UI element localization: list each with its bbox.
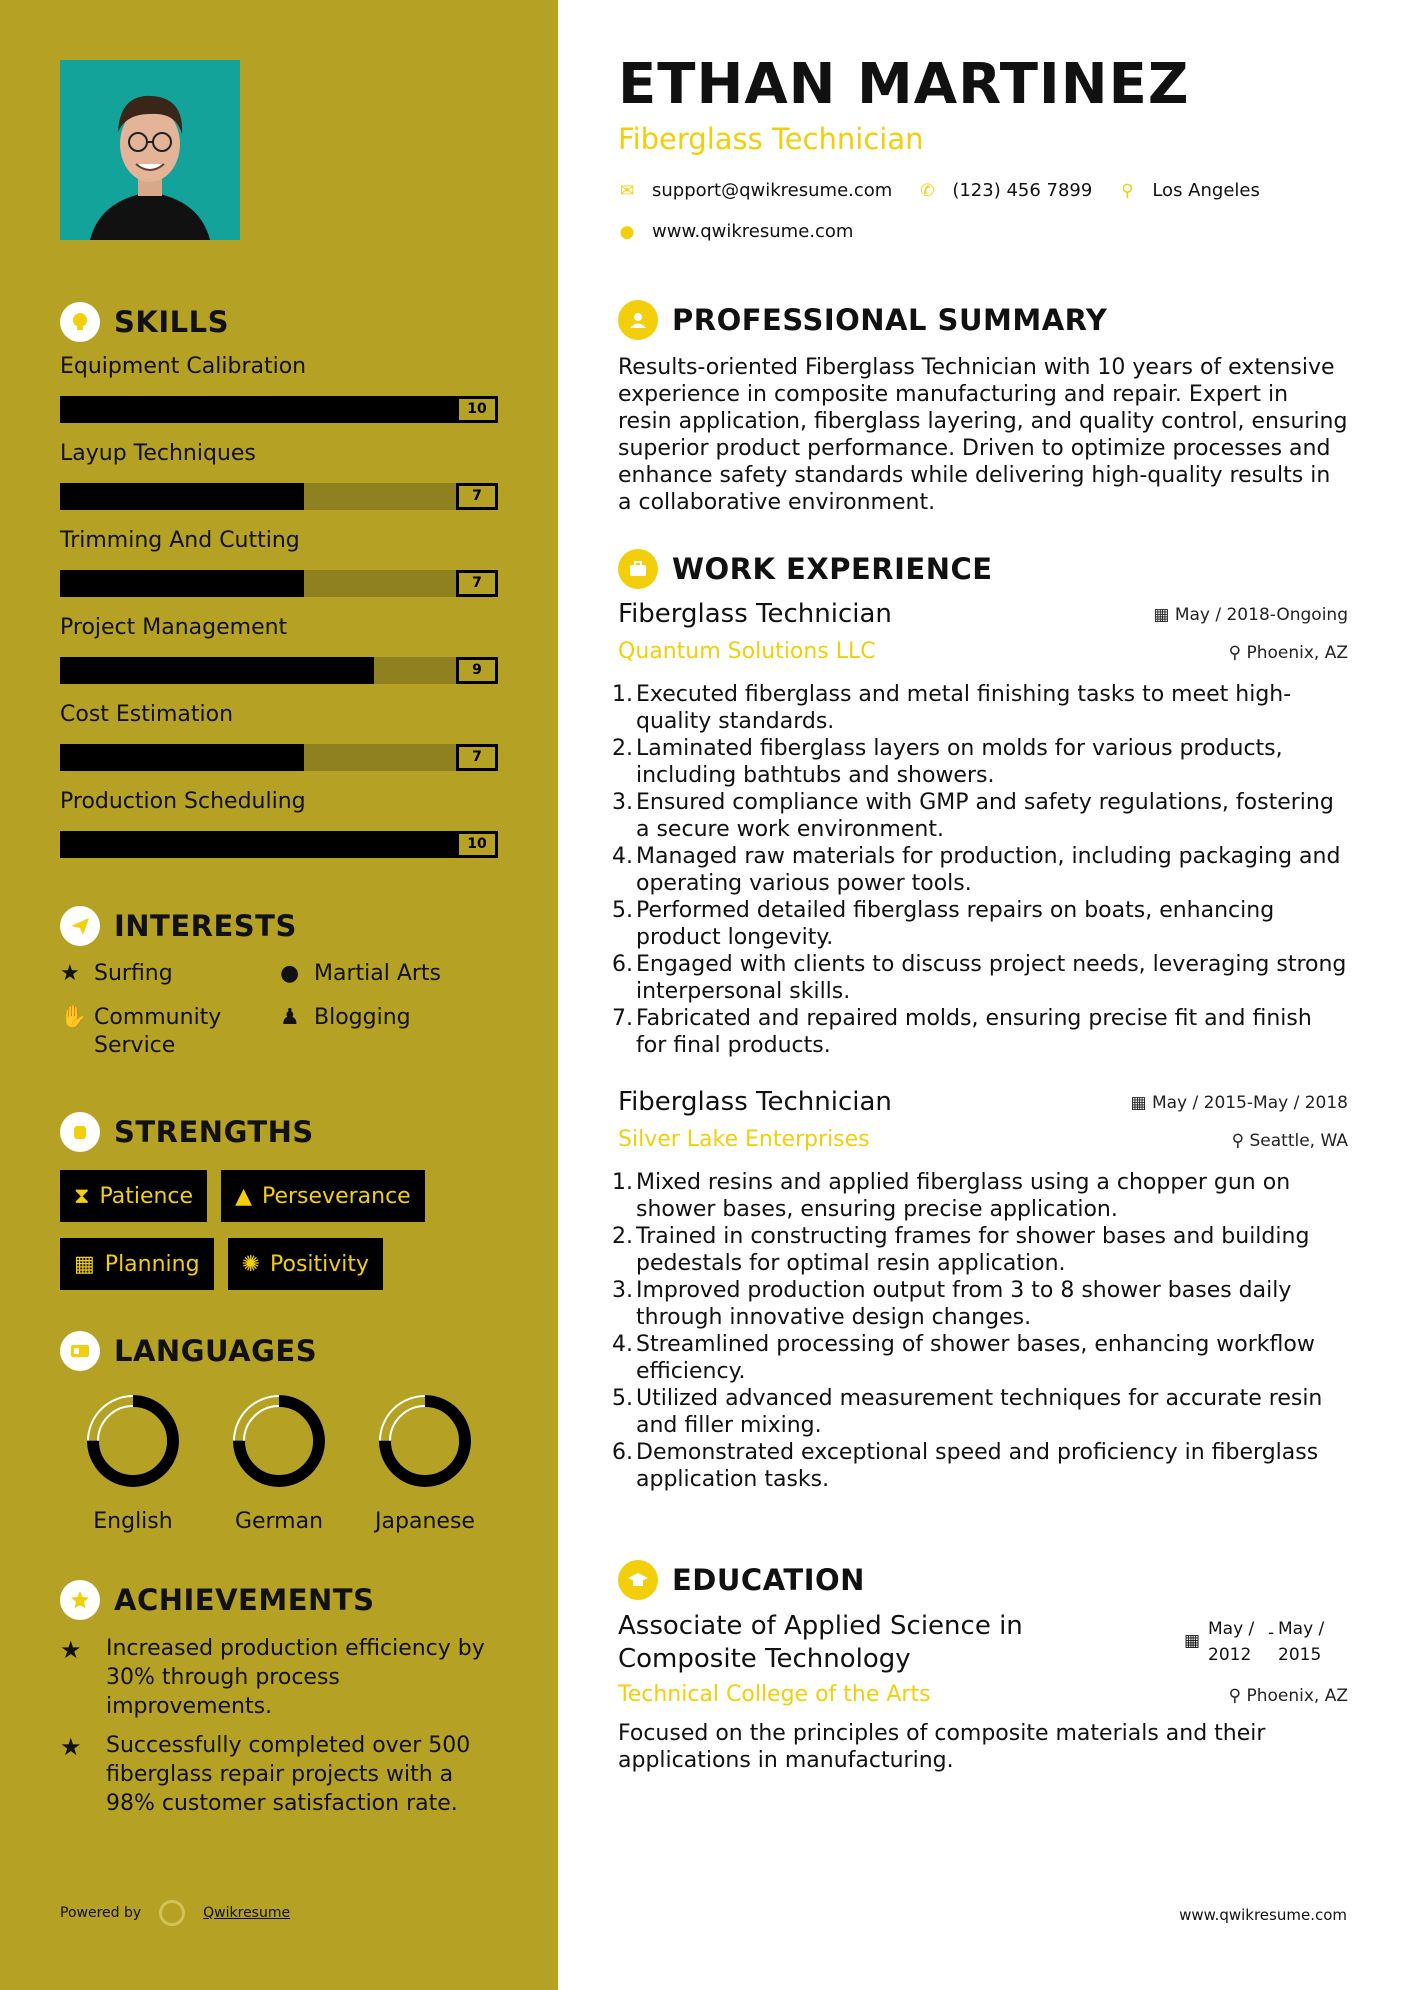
skill-item — [60, 429, 500, 516]
star-icon: ★ — [60, 1733, 82, 1761]
candidate-name: ETHAN MARTINEZ — [618, 52, 1190, 117]
language-name: Japanese — [375, 1509, 475, 1534]
job-location: Seattle, WA — [1249, 1131, 1348, 1151]
skill-value: 10 — [456, 396, 498, 423]
languages-title: LANGUAGES — [114, 1334, 318, 1368]
job-company: Silver Lake Enterprises — [618, 1127, 870, 1152]
footer-url[interactable]: www.qwikresume.com — [1179, 1906, 1347, 1924]
skill-bar — [60, 657, 498, 684]
education-date — [1184, 1616, 1338, 1668]
job-bullet: 2. Laminated fiberglass layers on molds for various products, including bathtubs and showers. — [612, 736, 1283, 788]
interest-label: Community Service — [94, 1005, 222, 1058]
skills-section — [60, 302, 500, 864]
job-bullet: 2. Trained in constructing frames for shower bases and building pedestals for optimal resin application. — [612, 1224, 1310, 1276]
skill-name: Cost Estimation — [60, 702, 234, 727]
strengths-section — [60, 1112, 500, 1290]
job-location: Phoenix, AZ — [1246, 643, 1348, 663]
interest-item — [60, 1004, 280, 1060]
language-item — [206, 1393, 352, 1534]
strength-label: Positivity — [270, 1251, 370, 1277]
job-title: Fiberglass Technician — [618, 599, 892, 629]
skill-item — [60, 603, 500, 690]
strength-label: Planning — [104, 1251, 200, 1277]
skill-item — [60, 516, 500, 603]
qwikresume-logo-icon — [159, 1900, 185, 1926]
calendar-icon: ▦ — [1183, 1631, 1200, 1651]
education-description: Focused on the principles of composite materials and their applications in manufacturing. — [618, 1721, 1266, 1773]
degree-title: Associate of Applied Science in Composite Technology — [618, 1611, 1023, 1674]
skill-value: 7 — [456, 570, 498, 597]
skill-item — [60, 777, 500, 864]
job-entry — [612, 599, 1348, 1059]
school-location: Phoenix, AZ — [1246, 1686, 1348, 1706]
calendar-icon: ▦ — [74, 1251, 95, 1277]
sidebar — [0, 0, 558, 1990]
job-bullet: 1. Executed fiberglass and metal finishing tasks to meet high-quality standards. — [612, 682, 1292, 734]
skill-fill — [60, 570, 304, 597]
skill-item — [60, 342, 500, 429]
education-date-separator: - — [1268, 1623, 1275, 1643]
job-bullet: 5. Performed detailed fiberglass repairs on boats, enhancing product longevity. — [612, 898, 1275, 950]
globe-icon: ● — [619, 221, 635, 242]
language-donut — [231, 1393, 327, 1489]
education-date-end: May / 2015 — [1278, 1619, 1325, 1665]
strength-label: Patience — [99, 1183, 194, 1209]
skill-fill — [60, 483, 304, 510]
envelope-icon: ✉ — [619, 180, 635, 201]
interests-section — [60, 906, 500, 1060]
contact-phone[interactable]: (123) 456 7899 — [952, 180, 1093, 201]
skill-bar — [60, 396, 498, 423]
hand-icon: ✋ — [60, 1005, 88, 1030]
globe-icon: ● — [280, 961, 300, 986]
job-company: Quantum Solutions LLC — [618, 639, 876, 664]
strength-tag — [60, 1170, 207, 1222]
contact-email[interactable]: support@qwikresume.com — [652, 180, 893, 201]
map-pin-icon: ⚲ — [1121, 180, 1134, 201]
skill-value: 7 — [456, 744, 498, 771]
candidate-role: Fiberglass Technician — [618, 122, 924, 156]
briefcase-icon — [618, 549, 658, 589]
contact-row — [618, 180, 1286, 201]
contact-location: Los Angeles — [1152, 180, 1260, 201]
job-entry — [612, 1087, 1348, 1493]
language-name: German — [234, 1509, 324, 1534]
star-badge-icon — [60, 1580, 100, 1620]
skill-name: Trimming And Cutting — [60, 528, 300, 553]
powered-by — [60, 1900, 290, 1926]
achievement-item — [60, 1634, 500, 1721]
skills-list — [60, 342, 500, 864]
skill-value: 9 — [456, 657, 498, 684]
hourglass-icon: ⧗ — [74, 1183, 90, 1209]
summary-text: Results-oriented Fiberglass Technician with 10 years of extensive experience in composite manufacturing and repair. Expert in resin application, fiberglass layering, and quality control, ensuring superior product performance. Driven to optimize processes and enhance safety standards while delivering high-quality results in a collaborative environment. — [618, 355, 1348, 515]
strengths-title: STRENGTHS — [114, 1115, 314, 1149]
sun-icon: ✺ — [241, 1251, 261, 1277]
interest-label: Surfing — [94, 961, 173, 986]
users-icon: ♟ — [280, 1005, 300, 1030]
contact-row-2 — [618, 221, 879, 242]
education-section — [618, 1560, 1348, 1774]
school-name: Technical College of the Arts — [618, 1682, 931, 1707]
job-bullet: 1. Mixed resins and applied fiberglass using a chopper gun on shower bases, ensuring precise application. — [612, 1170, 1291, 1222]
achievements-section — [60, 1580, 500, 1818]
lightbulb-icon — [60, 302, 100, 342]
achievements-title: ACHIEVEMENTS — [114, 1583, 375, 1617]
skill-bar — [60, 483, 498, 510]
profile-photo — [60, 60, 240, 240]
star-icon: ★ — [60, 961, 80, 986]
pin-icon: ⚲ — [1228, 1686, 1247, 1706]
languages-section — [60, 1331, 500, 1534]
strength-tag — [228, 1238, 383, 1290]
graduation-cap-icon — [618, 1560, 658, 1600]
language-icon — [60, 1331, 100, 1371]
strength-tag — [60, 1238, 214, 1290]
job-bullets — [612, 1169, 1348, 1493]
job-bullet: 7. Fabricated and repaired molds, ensuring precise fit and finish for final products. — [612, 1006, 1312, 1058]
language-name: English — [93, 1509, 173, 1534]
pin-icon: ⚲ — [1228, 643, 1247, 663]
job-bullet: 4. Managed raw materials for production, including packaging and operating various power tools. — [612, 844, 1341, 896]
education-title: EDUCATION — [672, 1563, 865, 1597]
powered-by-label: Powered by — [60, 1905, 142, 1921]
skill-fill — [60, 831, 456, 858]
language-donut — [85, 1393, 181, 1489]
job-title: Fiberglass Technician — [618, 1087, 892, 1117]
calendar-icon: ▦ — [1153, 605, 1175, 625]
interest-item — [60, 960, 280, 988]
skill-bar — [60, 831, 498, 858]
interest-label: Martial Arts — [314, 961, 442, 986]
skill-fill — [60, 396, 456, 423]
skill-name: Project Management — [60, 615, 288, 640]
skills-title: SKILLS — [114, 305, 229, 339]
education-date-start: May / 2012 — [1208, 1619, 1255, 1665]
experience-section — [612, 549, 1348, 1493]
fist-icon — [60, 1112, 100, 1152]
interest-item — [280, 1004, 500, 1060]
skill-item — [60, 690, 500, 777]
skill-bar — [60, 570, 498, 597]
interests-title: INTERESTS — [114, 909, 297, 943]
phone-icon: ✆ — [920, 180, 935, 201]
job-bullet: 3. Ensured compliance with GMP and safety regulations, fostering a secure work environment. — [612, 790, 1334, 842]
job-date: May / 2018-Ongoing — [1174, 605, 1348, 625]
job-bullet: 6. Engaged with clients to discuss project needs, leveraging strong interpersonal skills. — [612, 952, 1347, 1004]
skill-bar — [60, 744, 498, 771]
achievement-text: Increased production efficiency by 30% through process improvements. — [106, 1636, 485, 1719]
interest-item — [280, 960, 500, 988]
strength-label: Perseverance — [261, 1183, 411, 1209]
star-icon: ★ — [60, 1636, 82, 1664]
user-icon — [618, 300, 658, 340]
summary-section — [618, 300, 1348, 516]
qwikresume-link[interactable]: Qwikresume — [203, 1905, 291, 1921]
strength-tag — [221, 1170, 425, 1222]
skill-fill — [60, 744, 304, 771]
language-donut — [377, 1393, 473, 1489]
achievement-item — [60, 1731, 500, 1818]
summary-title: PROFESSIONAL SUMMARY — [672, 303, 1108, 337]
skill-name: Production Scheduling — [60, 789, 306, 814]
interest-label: Blogging — [314, 1005, 411, 1030]
skill-name: Layup Techniques — [60, 441, 256, 466]
experience-title: WORK EXPERIENCE — [672, 552, 993, 586]
contact-website[interactable]: www.qwikresume.com — [652, 221, 854, 242]
job-date: May / 2015-May / 2018 — [1151, 1093, 1348, 1113]
skill-value: 7 — [456, 483, 498, 510]
main-content — [558, 0, 1407, 1990]
paper-plane-icon — [60, 906, 100, 946]
language-item — [352, 1393, 498, 1534]
skill-name: Equipment Calibration — [60, 354, 307, 379]
skill-fill — [60, 657, 374, 684]
job-bullet: 5. Utilized advanced measurement techniques for accurate resin and filler mixing. — [612, 1386, 1323, 1438]
achievement-text: Successfully completed over 500 fiberglass repair projects with a 98% customer satisfaction rate. — [106, 1733, 471, 1816]
calendar-icon: ▦ — [1130, 1093, 1152, 1113]
job-bullet: 4. Streamlined processing of shower bases, enhancing workflow efficiency. — [612, 1332, 1315, 1384]
skill-value: 10 — [456, 831, 498, 858]
job-bullets — [612, 681, 1348, 1059]
job-bullet: 3. Improved production output from 3 to 8 shower bases daily through innovative design changes. — [612, 1278, 1292, 1330]
language-item — [60, 1393, 206, 1534]
pin-icon: ⚲ — [1231, 1131, 1250, 1151]
road-icon: ▲ — [235, 1183, 252, 1209]
job-bullet: 6. Demonstrated exceptional speed and proficiency in fiberglass application tasks. — [612, 1440, 1319, 1492]
